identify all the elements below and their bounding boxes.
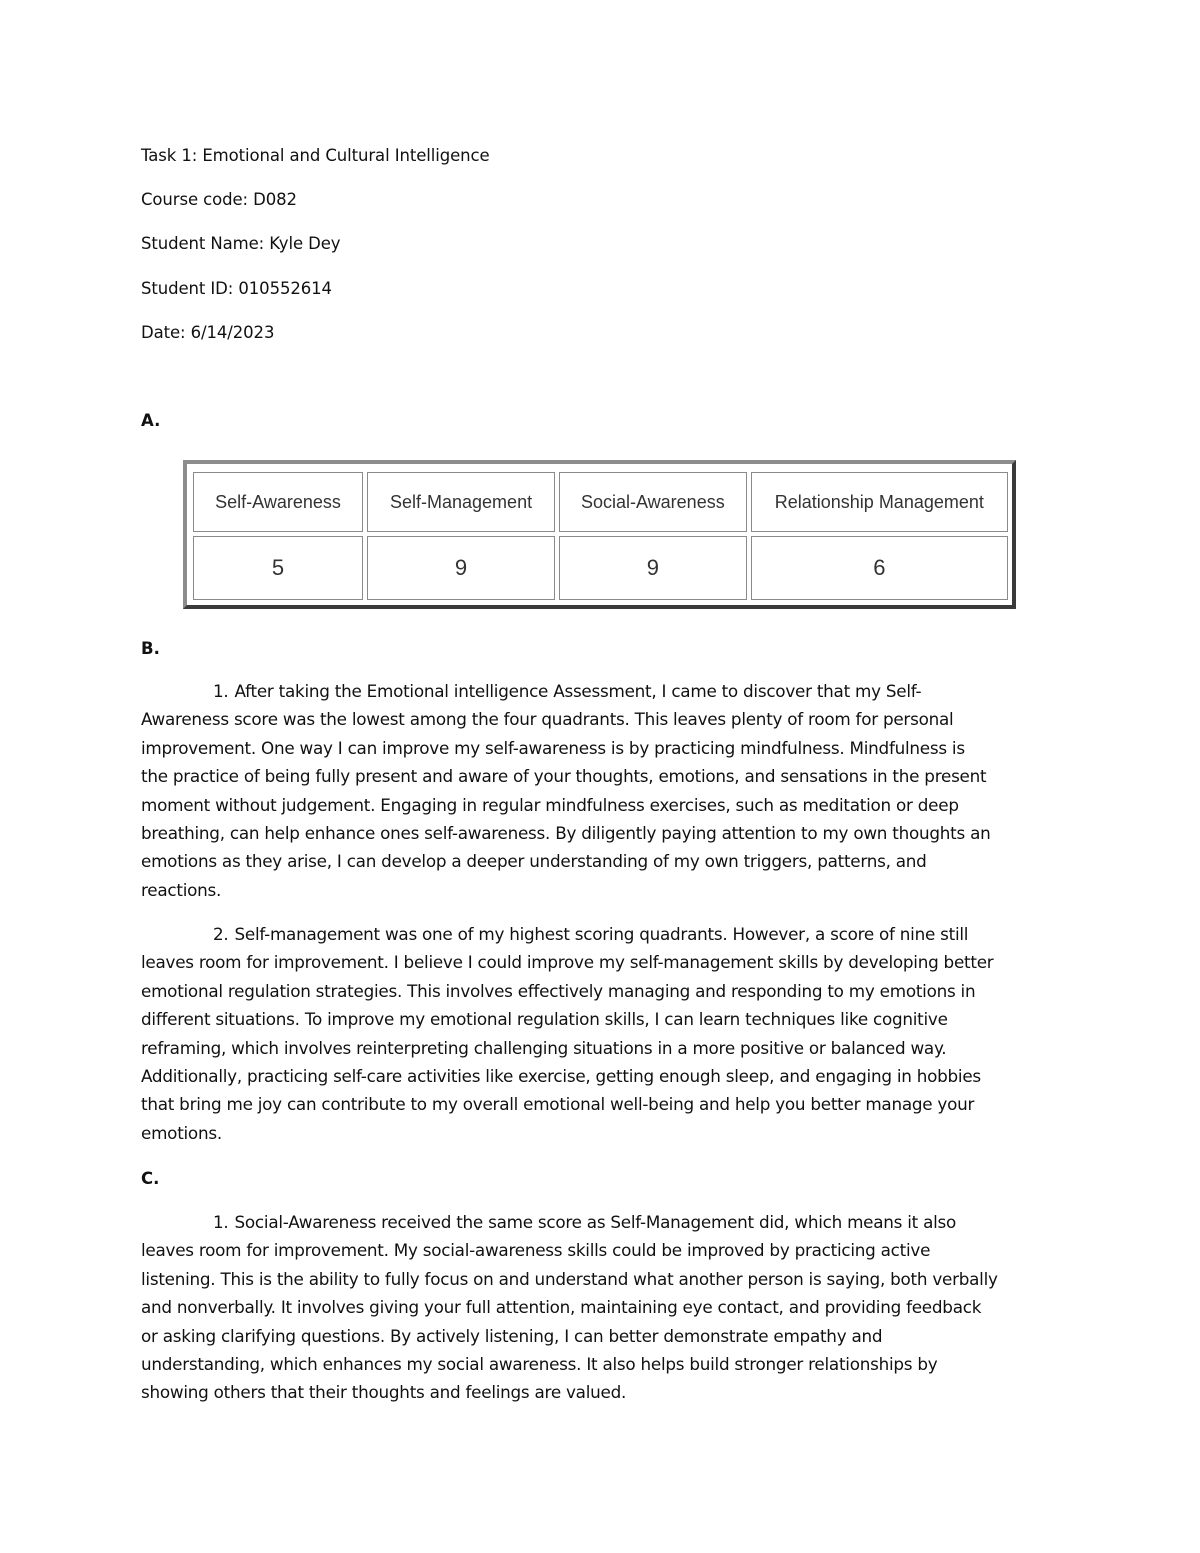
paragraph-line: reactions. xyxy=(141,879,222,900)
header-relationship-management: Relationship Management xyxy=(751,472,1008,532)
score-table-value-row xyxy=(193,536,1008,600)
paragraph-line: Awareness score was the lowest among the four quadrants. This leaves plenty of room for personal xyxy=(141,709,954,730)
paragraph-line: 2. Self-management was one of my highest scoring quadrants. However, a score of nine still xyxy=(141,920,1061,948)
paragraph-line: emotional regulation strategies. This involves effectively managing and responding to my emotions in xyxy=(141,980,976,1001)
score-self-management: 9 xyxy=(367,536,555,600)
paragraph-line: emotions as they arise, I can develop a deeper understanding of my own triggers, patterns, and xyxy=(141,851,927,872)
section-b-paragraph-1 xyxy=(141,677,1061,904)
paragraph-line: and nonverbally. It involves giving your full attention, maintaining eye contact, and providing feedback xyxy=(141,1297,982,1318)
paragraph-line: 1. After taking the Emotional intelligence Assessment, I came to discover that my Self- xyxy=(141,677,1061,705)
paragraph-line: moment without judgement. Engaging in regular mindfulness exercises, such as meditation or deep xyxy=(141,794,959,815)
paragraph-line: leaves room for improvement. My social-awareness skills could be improved by practicing active xyxy=(141,1240,931,1261)
score-table-frame xyxy=(183,460,1016,609)
section-c-paragraph-1 xyxy=(141,1208,1061,1407)
task-title: Task 1: Emotional and Cultural Intelligence xyxy=(141,146,490,165)
student-id: Student ID: 010552614 xyxy=(141,279,332,298)
score-table xyxy=(189,468,1012,604)
header-social-awareness: Social-Awareness xyxy=(559,472,747,532)
section-b-label: B. xyxy=(141,639,160,658)
paragraph-line: reframing, which involves reinterpreting challenging situations in a more positive or balanced way. xyxy=(141,1037,947,1058)
paragraph-line: that bring me joy can contribute to my overall emotional well-being and help you better manage your xyxy=(141,1094,975,1115)
paragraph-line: showing others that their thoughts and feelings are valued. xyxy=(141,1382,627,1403)
header-self-management: Self-Management xyxy=(367,472,555,532)
section-b-paragraph-2 xyxy=(141,920,1061,1147)
course-code: Course code: D082 xyxy=(141,190,297,209)
date: Date: 6/14/2023 xyxy=(141,323,275,342)
paragraph-line: Additionally, practicing self-care activities like exercise, getting enough sleep, and engaging in hobbies xyxy=(141,1066,981,1087)
list-number: 1. xyxy=(213,681,229,701)
score-relationship-management: 6 xyxy=(751,536,1008,600)
paragraph-line: 1. Social-Awareness received the same score as Self-Management did, which means it also xyxy=(141,1208,1061,1236)
paragraph-line: breathing, can help enhance ones self-awareness. By diligently paying attention to my own thoughts an xyxy=(141,823,991,844)
paragraph-line: the practice of being fully present and aware of your thoughts, emotions, and sensations in the present xyxy=(141,766,987,787)
paragraph-line: listening. This is the ability to fully focus on and understand what another person is saying, both verbally xyxy=(141,1268,998,1289)
score-table-header-row xyxy=(193,472,1008,532)
paragraph-line: leaves room for improvement. I believe I could improve my self-management skills by developing better xyxy=(141,952,994,973)
score-self-awareness: 5 xyxy=(193,536,363,600)
list-number: 1. xyxy=(213,1212,229,1232)
paragraph-line: improvement. One way I can improve my self-awareness is by practicing mindfulness. Mindfulness is xyxy=(141,737,965,758)
section-a-label: A. xyxy=(141,411,161,430)
paragraph-line: understanding, which enhances my social awareness. It also helps build stronger relationships by xyxy=(141,1354,938,1375)
paragraph-line: emotions. xyxy=(141,1122,222,1143)
student-name: Student Name: Kyle Dey xyxy=(141,234,341,253)
score-social-awareness: 9 xyxy=(559,536,747,600)
header-self-awareness: Self-Awareness xyxy=(193,472,363,532)
list-number: 2. xyxy=(213,924,229,944)
paragraph-line: or asking clarifying questions. By actively listening, I can better demonstrate empathy and xyxy=(141,1325,883,1346)
section-c-label: C. xyxy=(141,1169,160,1188)
paragraph-line: different situations. To improve my emotional regulation skills, I can learn techniques like cognitive xyxy=(141,1009,948,1030)
